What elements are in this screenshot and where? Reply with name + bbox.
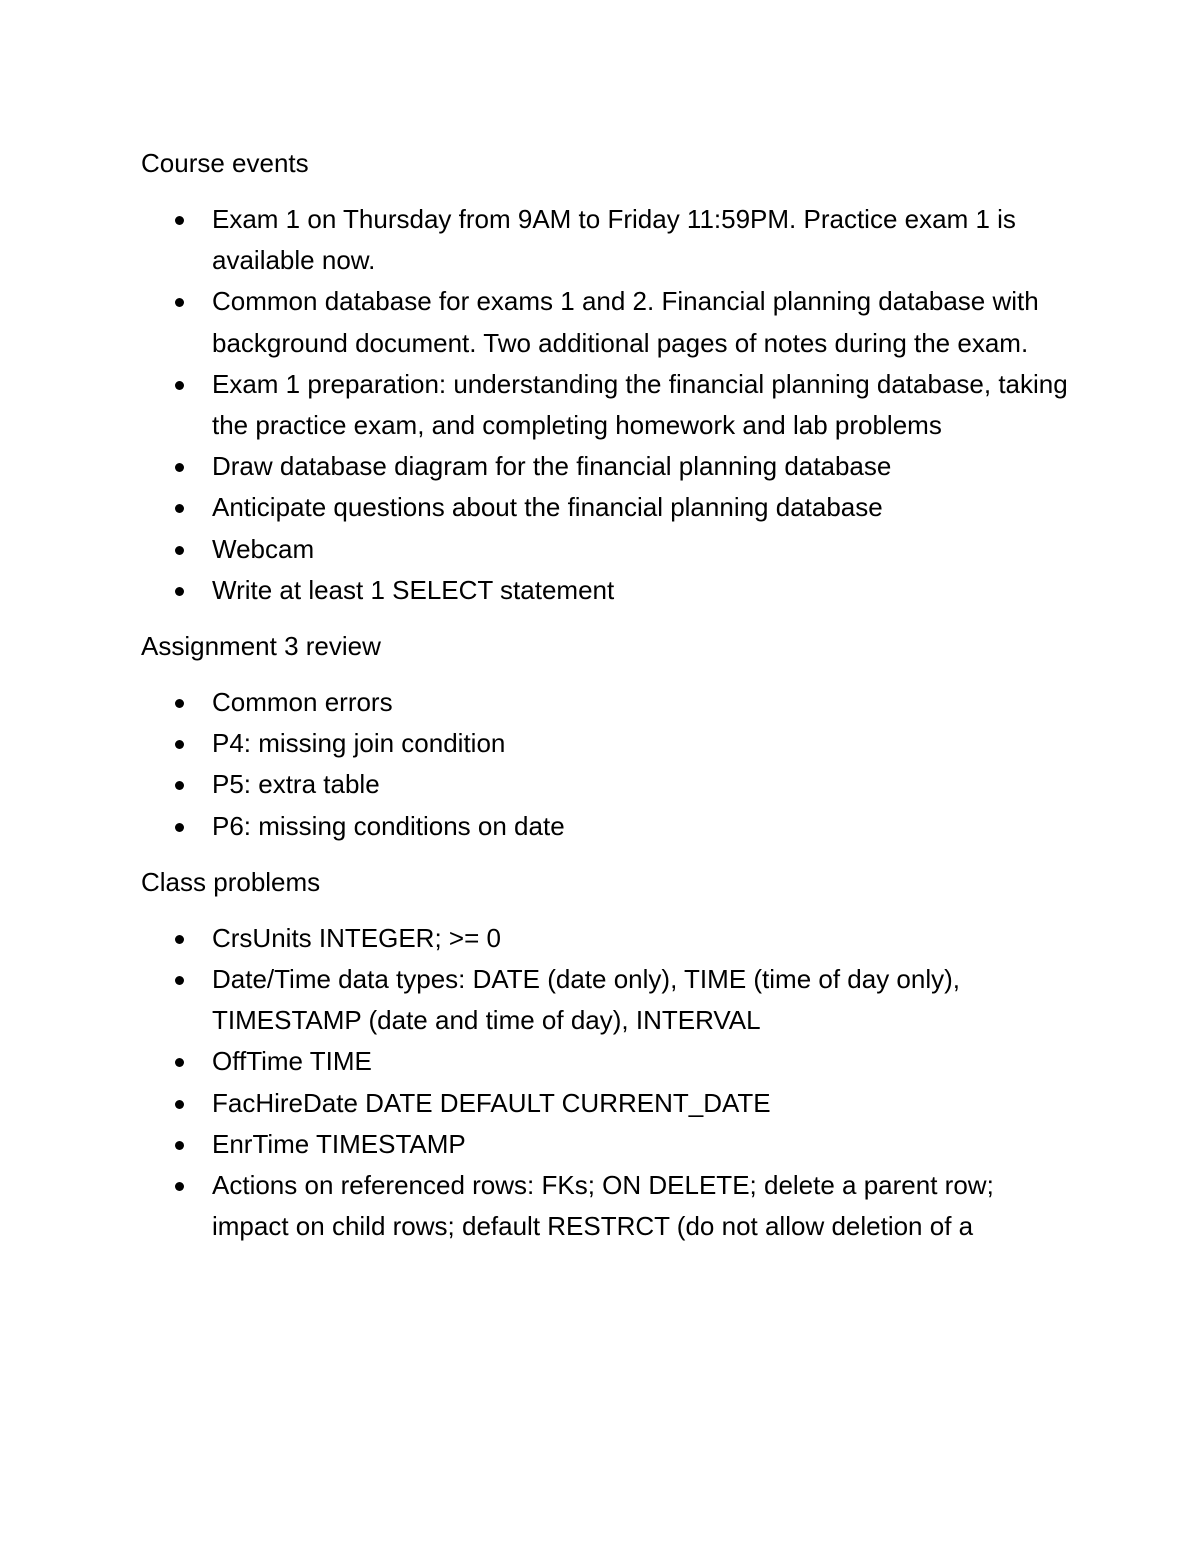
bullet-icon	[175, 463, 184, 472]
list-item	[141, 487, 1071, 528]
list-item	[141, 1124, 1071, 1165]
list-item	[141, 764, 1071, 805]
list-item	[141, 806, 1071, 847]
bullet-icon	[175, 1141, 184, 1150]
course-events-list	[141, 199, 1071, 611]
list-item	[141, 281, 1071, 363]
document-body	[141, 143, 1071, 1262]
bullet-icon	[175, 935, 184, 944]
bullet-icon	[175, 504, 184, 513]
bullet-icon	[175, 1100, 184, 1109]
list-item	[141, 723, 1071, 764]
list-item-text: P6: missing conditions on date	[212, 810, 565, 841]
list-item-text: OffTime TIME	[212, 1046, 372, 1077]
list-item	[141, 682, 1071, 723]
section-heading-class-problems: Class problems	[141, 866, 321, 897]
list-item-text: Actions on referenced rows: FKs; ON DELETE; delete a parent row; impact on child rows; default RESTRCT (do not allow deletion of a	[212, 1170, 994, 1242]
list-item	[141, 446, 1071, 487]
assignment-review-list	[141, 682, 1071, 847]
list-item	[141, 199, 1071, 281]
list-item	[141, 529, 1071, 570]
bullet-icon	[175, 1182, 184, 1191]
list-item	[141, 918, 1071, 959]
bullet-icon	[175, 546, 184, 555]
list-item	[141, 1041, 1071, 1082]
list-item-text: Date/Time data types: DATE (date only), TIME (time of day only), TIMESTAMP (date and time of day), INTERVAL	[212, 964, 961, 1036]
section-heading-course-events: Course events	[141, 148, 309, 178]
bullet-icon	[175, 1058, 184, 1067]
bullet-icon	[175, 216, 184, 225]
bullet-icon	[175, 781, 184, 790]
bullet-icon	[175, 381, 184, 390]
list-item	[141, 364, 1071, 446]
list-item-text: Common errors	[212, 687, 393, 718]
list-item-text: FacHireDate DATE DEFAULT CURRENT_DATE	[212, 1087, 771, 1118]
bullet-icon	[175, 823, 184, 832]
section-heading-assignment-review: Assignment 3 review	[141, 631, 381, 662]
list-item	[141, 959, 1071, 1041]
bullet-icon	[175, 976, 184, 985]
list-item	[141, 1165, 1071, 1247]
list-item	[141, 1083, 1071, 1124]
list-item-text: Anticipate questions about the financial planning database	[212, 492, 883, 523]
list-item-text: CrsUnits INTEGER; >= 0	[212, 922, 501, 953]
list-item-text: Webcam	[212, 533, 315, 564]
list-item-text: EnrTime TIMESTAMP	[212, 1128, 466, 1159]
list-item-text: Exam 1 preparation: understanding the financial planning database, taking the practice exam, and completing homework and lab problems	[212, 368, 1068, 441]
list-item-text: Write at least 1 SELECT statement	[212, 574, 615, 605]
list-item-text: P4: missing join condition	[212, 728, 506, 759]
list-item-text: Draw database diagram for the financial planning database	[212, 451, 892, 482]
bullet-icon	[175, 587, 184, 596]
bullet-icon	[175, 298, 184, 307]
list-item-text: P5: extra table	[212, 769, 380, 800]
class-problems-list	[141, 918, 1071, 1248]
list-item-text: Common database for exams 1 and 2. Financial planning database with background document. Two additional pages of notes during the exam.	[212, 286, 1039, 358]
list-item-text: Exam 1 on Thursday from 9AM to Friday 11:59PM. Practice exam 1 is available now.	[212, 204, 1016, 276]
bullet-icon	[175, 699, 184, 708]
list-item	[141, 570, 1071, 611]
bullet-icon	[175, 740, 184, 749]
